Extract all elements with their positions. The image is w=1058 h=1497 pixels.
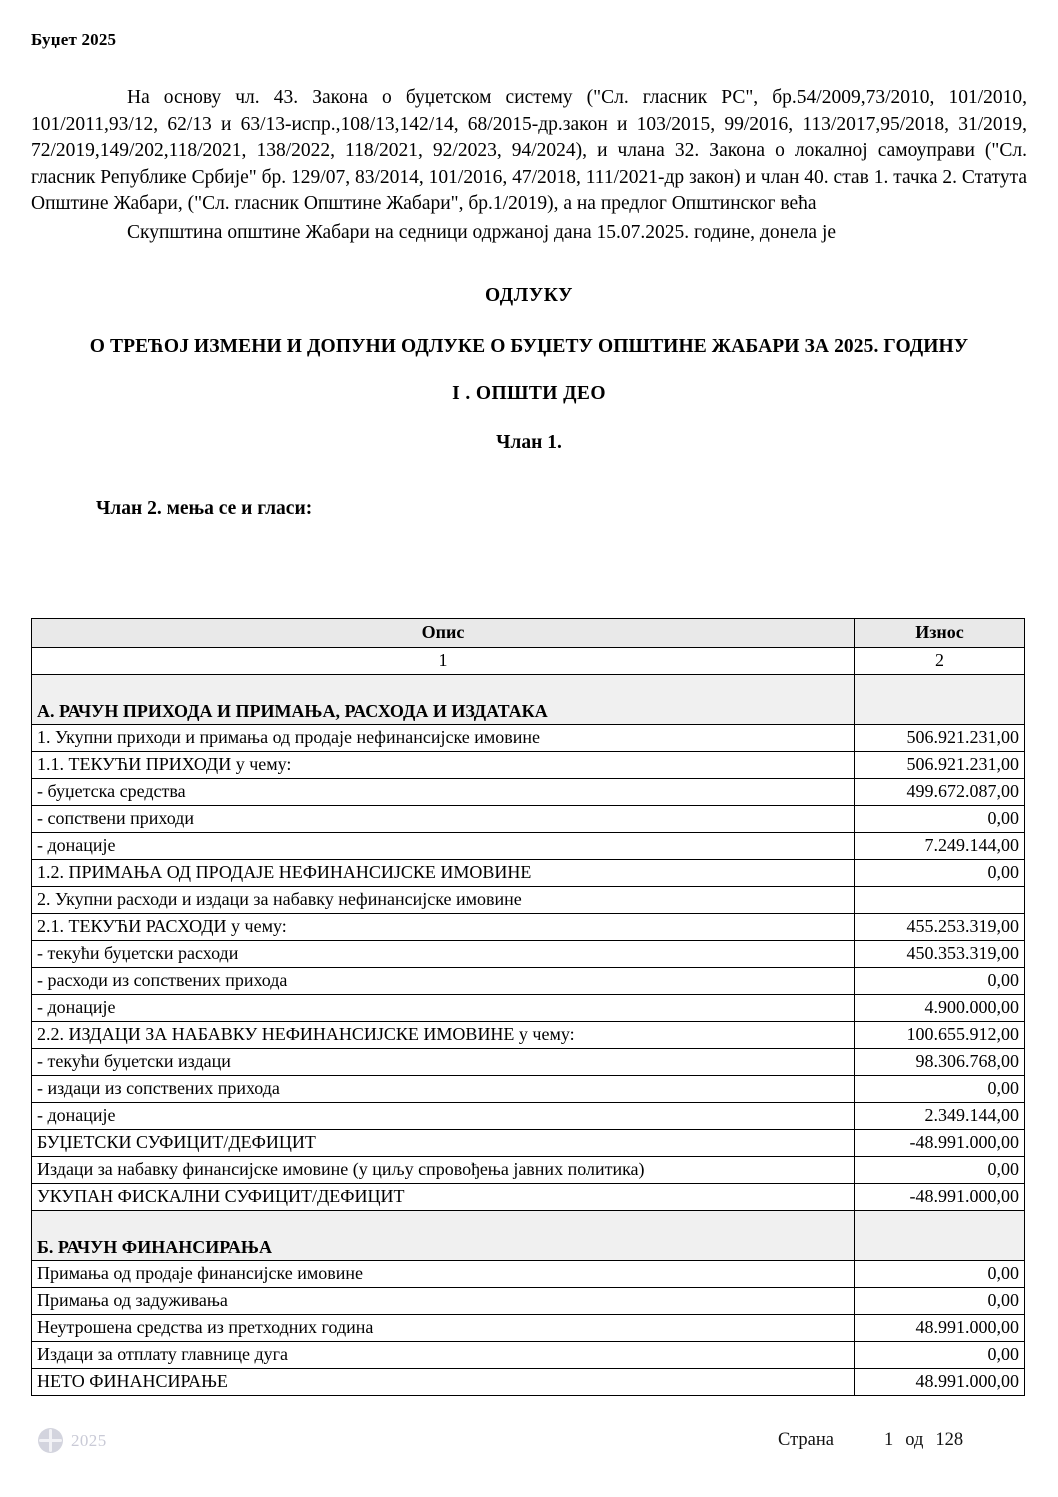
cell-amount: 100.655.912,00 [855, 1022, 1025, 1049]
column-index-1: 1 [32, 648, 855, 675]
decision-title: ОДЛУКУ [484, 285, 574, 306]
page-total-value: 128 [935, 1430, 964, 1450]
table-section-row [32, 675, 1025, 725]
cell-description: - донације [32, 1103, 855, 1130]
cell-description: Примања од задуживања [32, 1288, 855, 1315]
cell-amount: 0,00 [855, 968, 1025, 995]
cell-amount: 0,00 [855, 860, 1025, 887]
cell-amount: 4.900.000,00 [855, 995, 1025, 1022]
cell-description: - сопствени приходи [32, 806, 855, 833]
cell-description: Издаци за набавку финансијске имовине (у циљу спровођења јавних политика) [32, 1157, 855, 1184]
table-row [32, 1130, 1025, 1157]
cell-amount [855, 1211, 1025, 1261]
table-row [32, 1022, 1025, 1049]
globe-icon [38, 1428, 63, 1453]
cell-description: 2. Укупни расходи и издаци за набавку нефинансијске имовине [32, 887, 855, 914]
cell-description: - расходи из сопствених прихода [32, 968, 855, 995]
budget-table [31, 618, 1025, 1396]
table-row [32, 752, 1025, 779]
cell-amount: 0,00 [855, 1288, 1025, 1315]
cell-description: - текући буџетски издаци [32, 1049, 855, 1076]
cell-description: - текући буџетски расходи [32, 941, 855, 968]
intro-block [31, 85, 1027, 246]
table-row [32, 1076, 1025, 1103]
table-row [32, 1261, 1025, 1288]
table-header-row [32, 619, 1025, 648]
cell-amount: 455.253.319,00 [855, 914, 1025, 941]
cell-description: Примања од продаје финансијске имовине [32, 1261, 855, 1288]
table-row [32, 968, 1025, 995]
cell-description: БУЏЕТСКИ СУФИЦИТ/ДЕФИЦИТ [32, 1130, 855, 1157]
table-row [32, 914, 1025, 941]
column-header-description: Опис [32, 619, 855, 648]
table-row [32, 1049, 1025, 1076]
table-row [32, 860, 1025, 887]
table-row [32, 779, 1025, 806]
table-row [32, 725, 1025, 752]
page-indicator [778, 1430, 963, 1451]
footer-logo-group [38, 1428, 107, 1453]
page-of-label: од [905, 1430, 924, 1450]
table-row [32, 833, 1025, 860]
running-header: Буџет 2025 [31, 30, 117, 49]
cell-amount: 0,00 [855, 1342, 1025, 1369]
budget-table-body [32, 675, 1025, 1396]
cell-amount: -48.991.000,00 [855, 1184, 1025, 1211]
cell-amount: 506.921.231,00 [855, 725, 1025, 752]
column-header-amount: Износ [855, 619, 1025, 648]
table-row [32, 1103, 1025, 1130]
cell-description: 1. Укупни приходи и примања од продаје нефинансијске имовине [32, 725, 855, 752]
cell-description: Издаци за отплату главнице дуга [32, 1342, 855, 1369]
table-row [32, 887, 1025, 914]
cell-amount: 48.991.000,00 [855, 1369, 1025, 1396]
table-row [32, 995, 1025, 1022]
cell-description: - донације [32, 833, 855, 860]
table-section-row [32, 1211, 1025, 1261]
cell-description: - издаци из сопствених прихода [32, 1076, 855, 1103]
cell-description: - донације [32, 995, 855, 1022]
table-row [32, 1288, 1025, 1315]
article-1-heading: Члан 1. [496, 432, 562, 453]
cell-description: - буџетска средства [32, 779, 855, 806]
table-row [32, 941, 1025, 968]
table-row [32, 1342, 1025, 1369]
page-word-label: Страна [778, 1430, 834, 1450]
cell-amount [855, 887, 1025, 914]
cell-amount: 0,00 [855, 806, 1025, 833]
table-row [32, 806, 1025, 833]
table-row [32, 1184, 1025, 1211]
cell-description: 2.1. ТЕКУЋИ РАСХОДИ у чему: [32, 914, 855, 941]
page-number-value: 1 [883, 1430, 894, 1450]
table-row [32, 1315, 1025, 1342]
cell-amount: 499.672.087,00 [855, 779, 1025, 806]
cell-amount: 48.991.000,00 [855, 1315, 1025, 1342]
cell-description: Неутрошена средства из претходних година [32, 1315, 855, 1342]
cell-amount: 7.249.144,00 [855, 833, 1025, 860]
table-row [32, 1157, 1025, 1184]
cell-amount [855, 675, 1025, 725]
cell-amount: -48.991.000,00 [855, 1130, 1025, 1157]
part-title: I . ОПШТИ ДЕО [452, 383, 606, 404]
article-2-heading: Члан 2. мења се и гласи: [96, 498, 313, 519]
footer-year-label: 2025 [71, 1430, 107, 1450]
cell-amount: 0,00 [855, 1076, 1025, 1103]
page-footer [0, 1424, 1058, 1468]
budget-table-wrapper [31, 618, 1024, 1396]
cell-amount: 2.349.144,00 [855, 1103, 1025, 1130]
cell-description: 1.1. ТЕКУЋИ ПРИХОДИ у чему: [32, 752, 855, 779]
cell-amount: 506.921.231,00 [855, 752, 1025, 779]
column-index-2: 2 [855, 648, 1025, 675]
cell-description: 2.2. ИЗДАЦИ ЗА НАБАВКУ НЕФИНАНСИЈСКЕ ИМОВИНЕ у чему: [32, 1022, 855, 1049]
cell-description: УКУПАН ФИСКАЛНИ СУФИЦИТ/ДЕФИЦИТ [32, 1184, 855, 1211]
cell-amount: 450.353.319,00 [855, 941, 1025, 968]
cell-description: Б. РАЧУН ФИНАНСИРАЊА [32, 1211, 855, 1261]
table-index-row [32, 648, 1025, 675]
table-row [32, 1369, 1025, 1396]
cell-amount: 0,00 [855, 1157, 1025, 1184]
cell-description: НЕТО ФИНАНСИРАЊЕ [32, 1369, 855, 1396]
cell-description: А. РАЧУН ПРИХОДА И ПРИМАЊА, РАСХОДА И ИЗДАТАКА [32, 675, 855, 725]
assembly-session-line: Скупштина општине Жабари на седници одржаној дана 15.07.2025. године, донела је [127, 221, 837, 243]
legal-basis-paragraph: На основу чл. 43. Закона о буџетском систему ("Сл. гласник РС", бр.54/2009,73/2010, 101/2010, 101/2011,93/12, 62/13 и 63/13-испр.,108/13,142/14, 68/2015-др.закон и 103/2015, 99/2016, 113/2017,95/2018, 31/2019, 72/2019,149/202,118/2021, 138/2022, 118/2021, 92/2023, 94/2024), и члана 32. Закона о локалној самоуправи ("Сл. гласник Републике Србије" бр. 129/07, 83/2014, 101/2016, 47/2018, 111/2021-др закон) и члан 40. став 1. тачка 2. Статута Општине Жабари, ("Сл. гласник Општине Жабари", бр.1/2019), а на предлог Општинског већа [31, 87, 1027, 214]
decision-subject-title: О ТРЕЋОЈ ИЗМЕНИ И ДОПУНИ ОДЛУКЕ О БУЏЕТУ ОПШТИНЕ ЖАБАРИ ЗА 2025. ГОДИНУ [89, 336, 969, 357]
cell-amount: 98.306.768,00 [855, 1049, 1025, 1076]
cell-description: 1.2. ПРИМАЊА ОД ПРОДАЈЕ НЕФИНАНСИЈСКЕ ИМОВИНЕ [32, 860, 855, 887]
cell-amount: 0,00 [855, 1261, 1025, 1288]
